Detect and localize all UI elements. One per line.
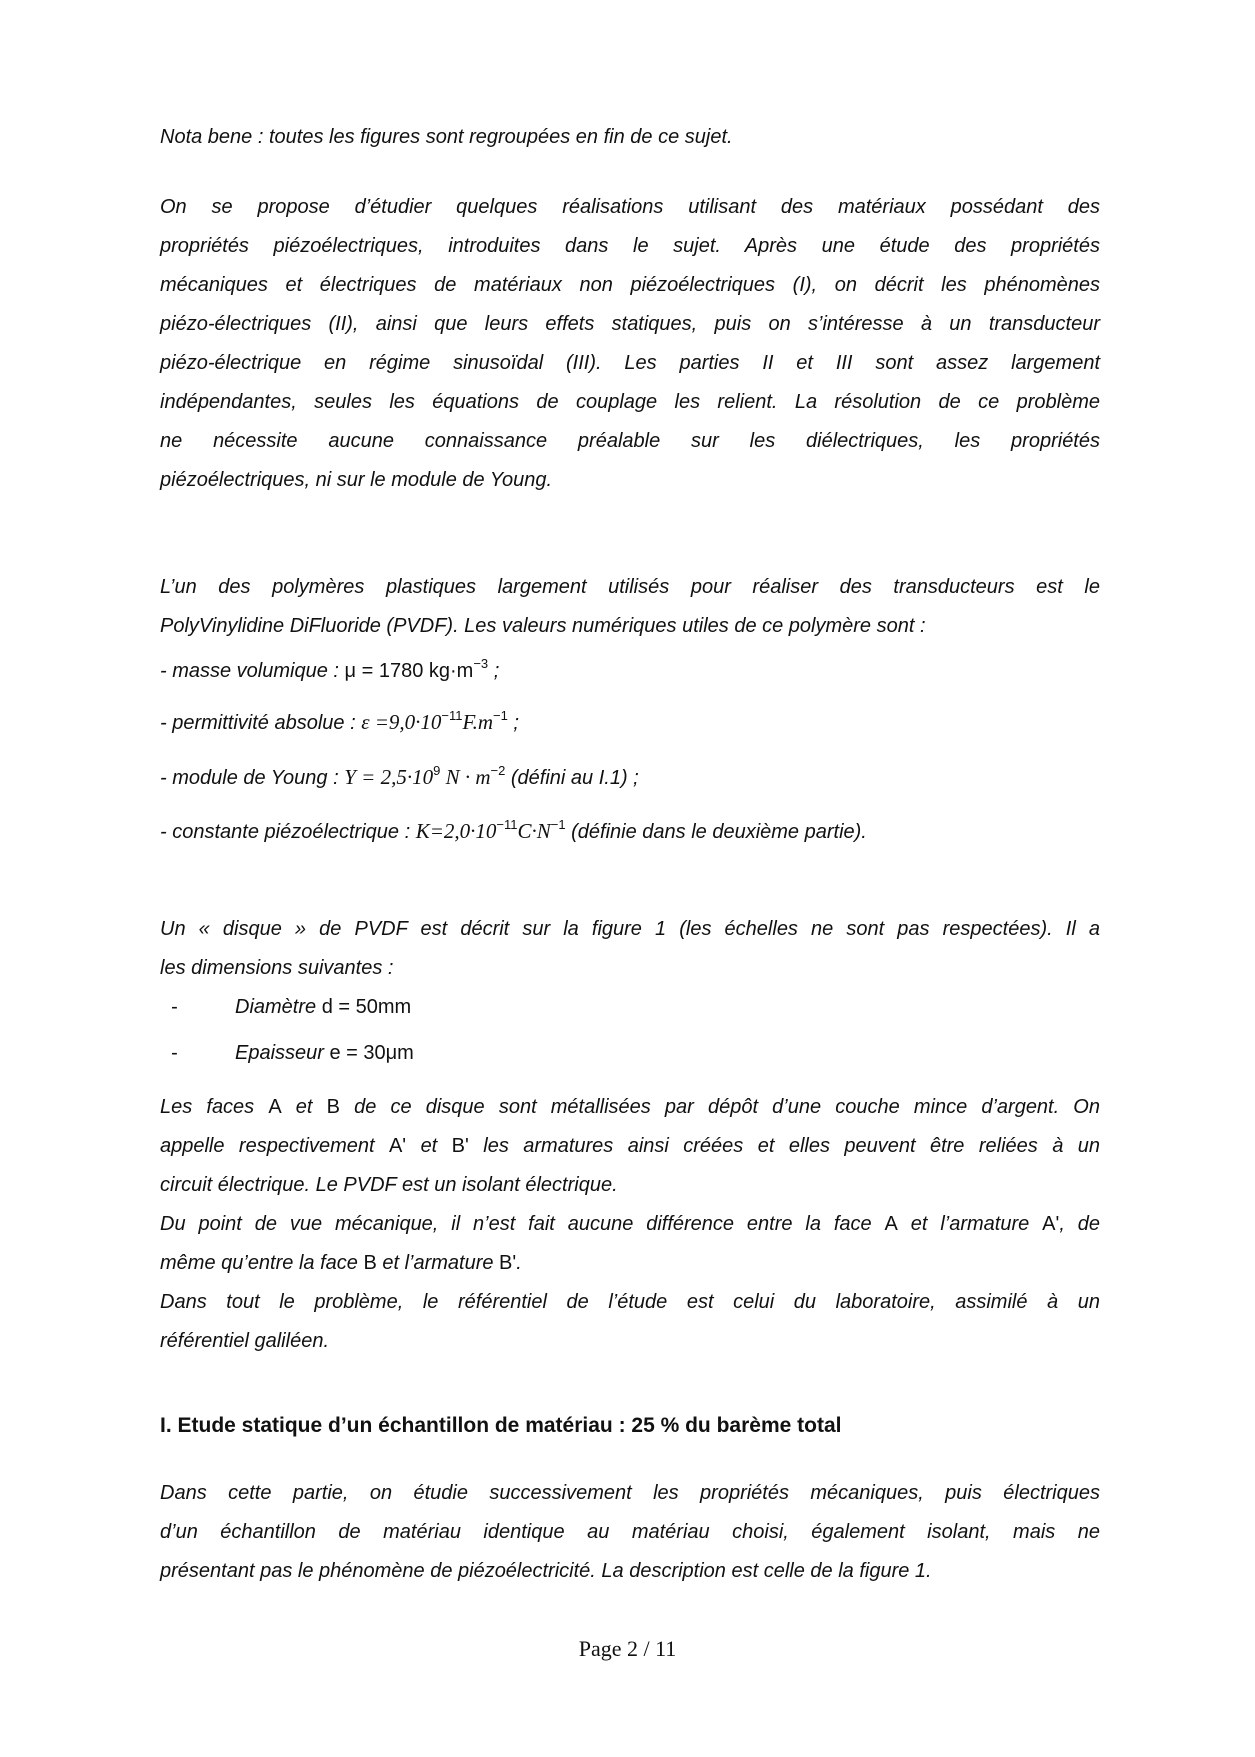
text-line: mécaniques et électriques de matériaux non piézoélectriques (I), on décrit les phénomènes	[160, 274, 1100, 296]
param-label: - permittivité absolue :	[160, 712, 362, 734]
text-line: L’un des polymères plastiques largement utilisés pour réaliser des transducteurs est le	[160, 576, 1100, 598]
text-line: propriétés piézoélectriques, introduites dans le sujet. Après une étude des propriétés	[160, 235, 1100, 257]
param-exponent: −1	[493, 708, 508, 723]
param-exponent: −1	[550, 817, 566, 832]
section-paragraph	[160, 1474, 1100, 1591]
param-exponent: 9	[433, 763, 441, 778]
param-formula: μ = 1780 kg·m	[344, 660, 474, 682]
text-line: même qu’entre la face B et l’armature B'.	[160, 1252, 522, 1274]
param-formula: K=2,0·10	[415, 819, 497, 843]
text-line: Du point de vue mécanique, il n’est fait aucune différence entre la face A et l’armature A', de	[160, 1213, 1100, 1235]
text-line: Nota bene : toutes les figures sont regroupées en fin de ce sujet.	[160, 126, 733, 148]
text-line: les dimensions suivantes :	[160, 957, 394, 979]
param-exponent: −3	[473, 656, 489, 671]
faces-paragraph	[160, 1088, 1100, 1361]
param-formula: ε =9,0·10	[361, 710, 442, 734]
param-unit: C·N	[517, 819, 551, 843]
text-line: PolyVinylidine DiFluoride (PVDF). Les valeurs numériques utiles de ce polymère sont :	[160, 615, 926, 637]
param-exponent: −11	[441, 708, 463, 723]
nota-bene	[160, 118, 1100, 157]
text-line: référentiel galiléen.	[160, 1330, 329, 1352]
text-line: Les faces A et B de ce disque sont métallisées par dépôt d’une couche mince d’argent. On	[160, 1096, 1100, 1118]
pvdf-paragraph	[160, 568, 1100, 646]
text-line: d’un échantillon de matériau identique au matériau choisi, également isolant, mais ne	[160, 1521, 1100, 1543]
param-unit: N · m	[440, 765, 491, 789]
bullet-dash: -	[160, 1042, 178, 1064]
bullet-epaisseur	[160, 1034, 414, 1073]
param-end: ;	[488, 660, 500, 682]
text-line: piézo-électrique en régime sinusoïdal (III). Les parties II et III sont assez largement	[160, 352, 1100, 374]
text-line: Dans tout le problème, le référentiel de l’étude est celui du laboratoire, assimilé à un	[160, 1291, 1100, 1313]
bullet-value: e = 30μm	[329, 1042, 414, 1064]
text-line: ne nécessite aucune connaissance préalable sur les diélectriques, les propriétés	[160, 430, 1100, 452]
param-masse	[160, 652, 1100, 691]
text-line: On se propose d’étudier quelques réalisations utilisant des matériaux possédant des	[160, 196, 1100, 218]
text-line: appelle respectivement A' et B' les armatures ainsi créées et elles peuvent être reliées à un	[160, 1135, 1100, 1157]
disque-paragraph	[160, 910, 1100, 988]
param-end: (défini au I.1) ;	[505, 767, 639, 789]
param-formula: Y = 2,5·10	[344, 765, 434, 789]
bullet-diametre	[160, 988, 411, 1027]
bullet-value: d = 50mm	[321, 996, 412, 1018]
text-line: indépendantes, seules les équations de couplage les relient. La résolution de ce problème	[160, 391, 1100, 413]
param-exponent: −2	[490, 763, 506, 778]
text-line: circuit électrique. Le PVDF est un isolant électrique.	[160, 1174, 618, 1196]
param-end: (définie dans le deuxième partie).	[565, 821, 867, 843]
text-line: Un « disque » de PVDF est décrit sur la figure 1 (les échelles ne sont pas respectées). Il a	[160, 918, 1100, 940]
bullet-dash: -	[160, 996, 178, 1018]
param-label: - constante piézoélectrique :	[160, 821, 416, 843]
param-piezo	[160, 812, 1100, 852]
param-young	[160, 758, 1100, 798]
intro-paragraph	[160, 188, 1100, 500]
text-line: piézo-électriques (II), ainsi que leurs effets statiques, puis on s’intéresse à un transducteur	[160, 313, 1100, 335]
page-number: Page 2 / 11	[578, 1636, 677, 1661]
text-line: présentant pas le phénomène de piézoélectricité. La description est celle de la figure 1.	[160, 1560, 932, 1582]
bullet-label: Epaisseur	[235, 1042, 330, 1064]
text-line: piézoélectriques, ni sur le module de Young.	[160, 469, 553, 491]
param-exponent: −11	[496, 817, 518, 832]
param-end: ;	[507, 712, 519, 734]
param-label: - module de Young :	[160, 767, 345, 789]
param-label: - masse volumique :	[160, 660, 345, 682]
text-line: Dans cette partie, on étudie successivement les propriétés mécaniques, puis électriques	[160, 1482, 1100, 1504]
param-permittivite	[160, 703, 1100, 743]
bullet-label: Diamètre	[235, 996, 322, 1018]
section-heading: I. Etude statique d’un échantillon de matériau : 25 % du barème total	[160, 1414, 842, 1437]
param-unit: F.m	[462, 710, 494, 734]
